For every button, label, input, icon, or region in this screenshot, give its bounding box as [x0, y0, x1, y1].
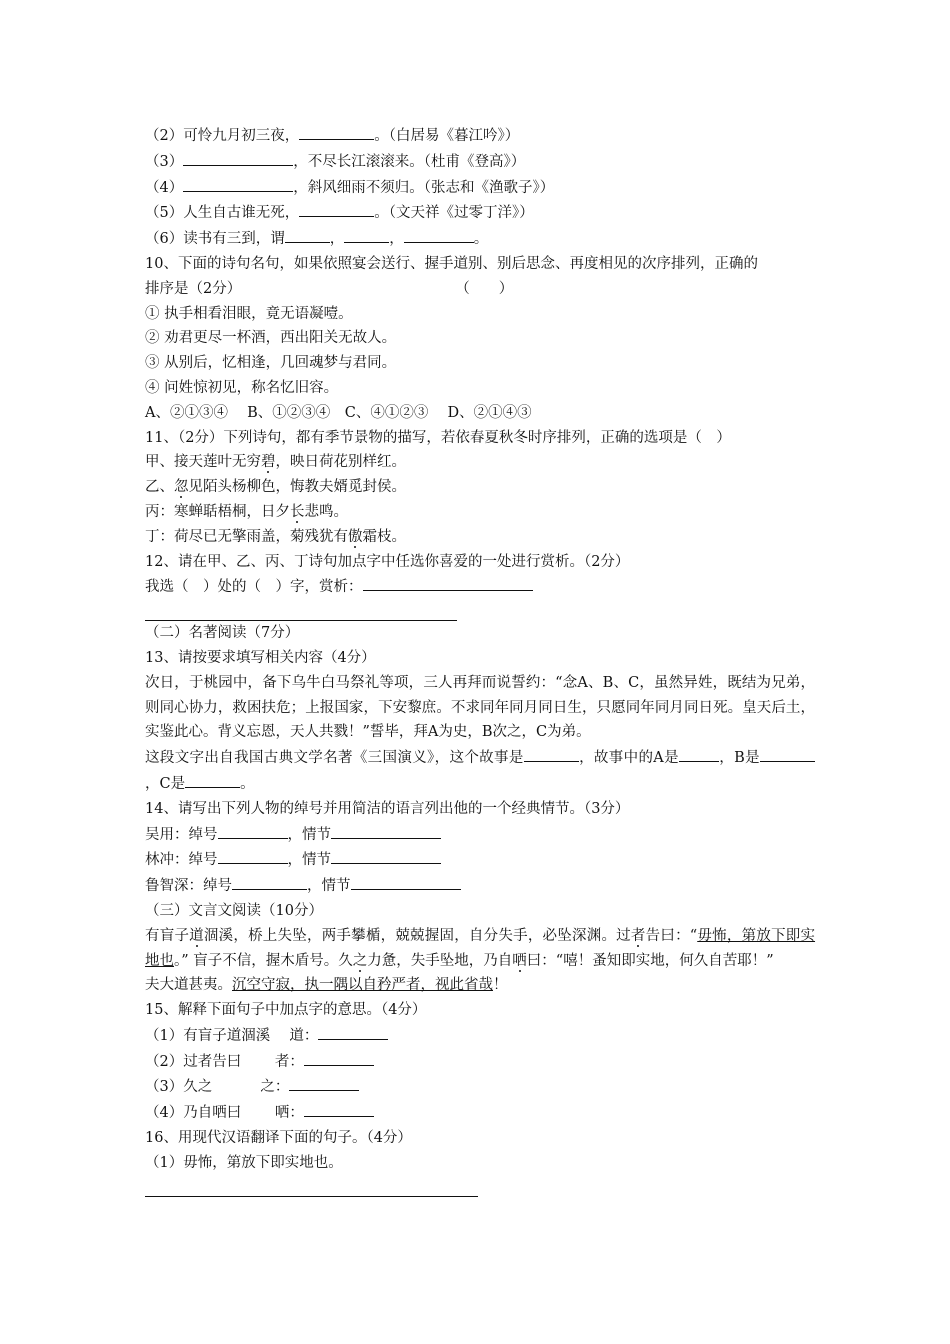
dotted-char: 傲 [348, 528, 363, 545]
poem-text: 悲鸣。 [304, 503, 348, 520]
q10-score: 排序是（2分） [145, 280, 242, 297]
answer-blank[interactable] [304, 1100, 374, 1117]
q14-label: ，情节 [307, 878, 351, 895]
section-2-title: （二）名著阅读（7分） [145, 625, 300, 642]
poem-text: （5）人生自古谁无死， [145, 205, 300, 222]
poem-number: （4） [145, 179, 184, 196]
q10-option-4: ④ 问姓惊初见，称名忆旧容。 [145, 379, 339, 396]
passage-text: ！ [493, 977, 508, 994]
passage-text: 告曰：“ [645, 927, 698, 944]
answer-blank[interactable] [304, 1049, 374, 1066]
q13-prompt: ，故事中的A是 [578, 750, 679, 767]
answer-blank[interactable] [318, 1023, 388, 1040]
poem-source: 。（文天祥《过零丁洋》） [374, 205, 534, 222]
comma: ， [329, 231, 345, 248]
classical-passage-1 [145, 924, 815, 974]
q15-prompt: （2）过者告曰 者： [145, 1053, 304, 1070]
poem-number: （3） [145, 153, 184, 170]
dotted-char: 长 [290, 503, 305, 520]
poem-source: 。（白居易《暮江吟》） [374, 128, 520, 144]
q11-jia [145, 450, 815, 475]
classical-passage-2 [145, 973, 815, 998]
poem-text: 丙：寒蝉聒梧桐，日夕 [145, 503, 290, 520]
comma: ， [389, 231, 404, 248]
exam-page [145, 123, 815, 1197]
q14-label: ，情节 [287, 826, 331, 843]
q14-wuyong [145, 822, 815, 848]
dotted-char: 者 [630, 927, 646, 944]
q13-passage: 次日，于桃园中，备下乌牛白马祭礼等项，三人再拜而说誓约：“念A、B、C，虽然异姓，既结为兄弟，则同心协力，救困扶危；上报国家，下安黎庶。不求同年同月同日生，只愿同年同月同日死。皇天后土，实鉴此心。背义忘恩，天人共戮！”誓毕，拜A为史，B次之，C为弟。 [145, 674, 815, 741]
answer-blank[interactable] [299, 123, 374, 140]
dotted-char: 道 [189, 927, 204, 944]
poem-text: 霜枝。 [362, 528, 406, 545]
answer-rule[interactable] [145, 600, 457, 621]
q14-stem: 14、请写出下列人物的绰号并用简洁的语言列出他的一个经典情节。（3分） [145, 800, 630, 817]
section-3-title: （三）文言文阅读（10分） [145, 902, 323, 919]
answer-blank[interactable] [679, 745, 719, 762]
answer-blank[interactable] [218, 822, 288, 839]
passage-text: 力惫，失手坠地，乃自 [367, 952, 513, 969]
q14-label: 鲁智深：绰号 [145, 878, 232, 895]
q16-item-1: （1）毋怖，第放下即实地也。 [145, 1154, 343, 1171]
answer-blank[interactable] [183, 149, 293, 166]
answer-blank[interactable] [232, 873, 307, 890]
answer-rule[interactable] [145, 1176, 478, 1197]
answer-blank[interactable] [351, 873, 461, 890]
dotted-char: 之 [352, 952, 368, 969]
answer-blank[interactable] [404, 226, 474, 243]
q14-linchong [145, 847, 815, 873]
q13-fill [145, 745, 815, 797]
q15-item-4 [145, 1100, 815, 1126]
passage-text: 涸溪，桥上失坠，两手攀楯，兢兢握固，自分失手，必坠深渊。过 [203, 927, 631, 944]
q15-prompt: （3）久之 之： [145, 1079, 290, 1096]
q10-choices: A、②①③④ B、①②③④ C、④①②③ D、②①④③ [145, 404, 532, 421]
passage-text: 夫大道甚夷。 [145, 977, 232, 994]
answer-blank[interactable] [331, 822, 441, 839]
answer-paren[interactable]: （ ） [455, 280, 514, 297]
poem-text: 丁：荷尽已无擎雨盖，菊残犹有 [145, 528, 348, 545]
period: 。 [240, 775, 255, 792]
answer-blank[interactable] [524, 745, 579, 762]
q10-option-1: ① 执手相看泪眼，竟无语凝噎。 [145, 305, 353, 322]
q16-stem: 16、用现代汉语翻译下面的句子。（4分） [145, 1130, 412, 1147]
poem-text: ，斜风细雨不须归。（张志和《渔歌子》） [293, 179, 555, 196]
q15-item-2 [145, 1049, 815, 1075]
q10-option-2: ② 劝君更尽一杯酒，西出阳关无故人。 [145, 330, 397, 347]
period: 。 [473, 231, 489, 248]
q10-stem: 10、下面的诗句名句，如果依照宴会送行、握手道别、别后思念、再度相见的次序排列，正确的 [145, 255, 758, 272]
q10-option-3: ③ 从别后，忆相逢，几回魂梦与君同。 [145, 355, 397, 372]
passage-text: 。” 盲子不信，握木盾号。久 [174, 952, 353, 969]
poem-line-6 [145, 226, 815, 252]
poem-line-2 [145, 123, 815, 149]
q12-stem: 12、请在甲、乙、丙、丁诗句加点字中任选你喜爱的一处进行赏析。（2分） [145, 553, 630, 570]
q13-stem: 13、请按要求填写相关内容（4分） [145, 649, 376, 666]
q11-stem: 11、（2分）下列诗句，都有季节景物的描写，若依春夏秋冬时序排列，正确的选项是（ ） [145, 429, 731, 446]
q13-prompt: 这段文字出自我国古典文学名著《三国演义》，这个故事是 [145, 750, 524, 767]
poem-text: （6）读书有三到，谓 [145, 231, 285, 248]
answer-blank[interactable] [363, 574, 533, 591]
answer-blank[interactable] [218, 847, 288, 864]
passage-text: 有盲子 [145, 927, 190, 944]
poem-line-5 [145, 200, 815, 226]
poem-text: 见陌头杨柳色，悔教夫婿觅封侯。 [188, 479, 406, 496]
q11-yi [145, 475, 815, 500]
poem-text: 乙、 [145, 479, 174, 496]
q14-label: ，情节 [287, 852, 331, 869]
answer-blank[interactable] [289, 1074, 359, 1091]
q14-luzhishen [145, 873, 815, 899]
q12-prompt: 我选（ ）处的（ ）字，赏析： [145, 579, 363, 596]
answer-blank[interactable] [183, 175, 293, 192]
answer-blank[interactable] [185, 771, 240, 788]
poem-text: ，不尽长江滚滚来。（杜甫《登高》） [293, 153, 526, 170]
q12-answer-line [145, 574, 815, 600]
answer-blank[interactable] [299, 200, 374, 217]
poem-text: （2）可怜九月初三夜， [145, 128, 300, 144]
q15-prompt: （4）乃自哂曰 哂： [145, 1105, 304, 1122]
q10-stem-2 [145, 277, 815, 302]
answer-blank[interactable] [344, 226, 389, 243]
q11-bing [145, 500, 815, 525]
q15-stem: 15、解释下面句子中加点字的意思。（4分） [145, 1002, 427, 1019]
q15-prompt: （1）有盲子道涸溪 道： [145, 1027, 319, 1044]
q13-prompt: ，B是 [718, 750, 760, 767]
answer-blank[interactable] [285, 226, 330, 243]
dotted-char: 忽 [174, 479, 189, 496]
poem-text: 甲、接天莲叶无穷 [145, 454, 261, 471]
q15-item-3 [145, 1074, 815, 1100]
poem-line-4 [145, 175, 815, 201]
dotted-char: 碧 [261, 454, 276, 471]
q14-label: 林冲：绰号 [145, 852, 218, 869]
q11-ding [145, 525, 815, 550]
q14-label: 吴用：绰号 [145, 826, 218, 843]
underlined-sentence: 沉空守寂，执一隅以自矜严者，视此省哉 [232, 977, 493, 994]
poem-text: ，映日荷花别样红。 [275, 454, 406, 471]
poem-line-3 [145, 149, 815, 175]
answer-blank[interactable] [760, 745, 815, 762]
underlined-sentence: 毋怖，第放下即实地也 [145, 927, 816, 969]
answer-blank[interactable] [331, 847, 441, 864]
q15-item-1 [145, 1023, 815, 1049]
dotted-char: 哂 [512, 952, 527, 969]
q13-prompt: ，C是 [145, 775, 186, 792]
passage-text: 曰：“嘻！蚤知即实地，何久自苦耶！” [526, 952, 774, 969]
